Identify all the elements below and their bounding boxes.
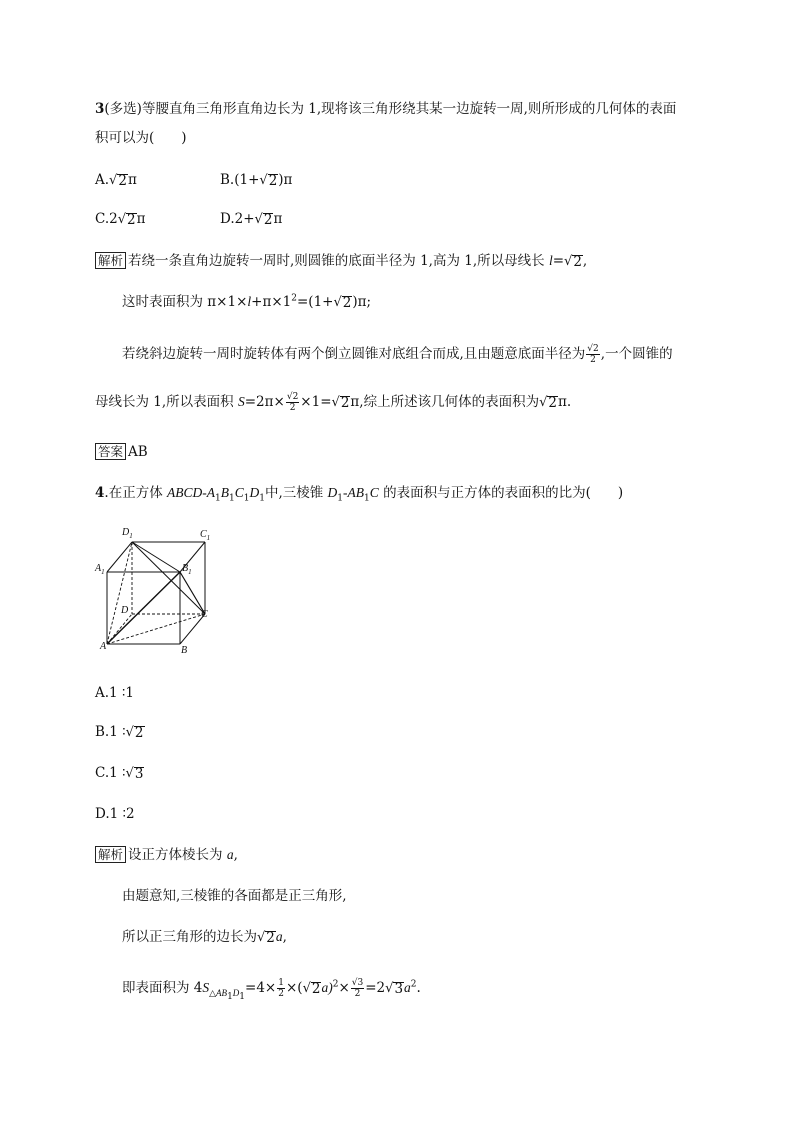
radicand: 2 xyxy=(311,981,321,997)
sqrt-2 xyxy=(255,213,274,227)
fraction-sqrt2-over-2 xyxy=(286,392,299,413)
vertex-A1: $A_1$ xyxy=(95,563,105,576)
math-var: l xyxy=(548,253,553,268)
math-var: C xyxy=(234,485,244,500)
radical-sign: √ xyxy=(302,981,311,996)
solution-text: 这时表面积为 π×1× xyxy=(122,294,248,310)
radical-sign: √ xyxy=(109,173,118,188)
q3-stem-line1 xyxy=(95,99,676,119)
q3-number: 3 xyxy=(95,101,105,117)
option-label: B.1 ∶ xyxy=(95,724,126,740)
denominator: 2 xyxy=(289,403,296,413)
q4-number: 4 xyxy=(95,485,105,501)
solution-text: =2π× xyxy=(244,394,285,410)
math-var: -AB xyxy=(343,485,365,500)
vertex-D: D xyxy=(121,605,129,616)
radicand: 2 xyxy=(573,254,582,270)
numerator xyxy=(286,392,299,403)
q4-option-a: A.1 ∶1 xyxy=(95,685,135,701)
subscript: △AB1D1 xyxy=(209,987,246,1002)
radical-sign: √ xyxy=(117,212,127,227)
math-var: S xyxy=(237,394,245,409)
edge-D1B1 xyxy=(132,542,180,572)
numerator xyxy=(586,344,599,355)
solution-text: π. xyxy=(557,394,572,410)
denominator: 2 xyxy=(354,989,361,999)
radical-sign: √ xyxy=(333,295,342,310)
cube-figure xyxy=(92,526,220,656)
q4-option-c xyxy=(95,763,144,783)
q3-option-a xyxy=(95,170,137,190)
sqrt-2 xyxy=(303,982,322,996)
radical-sign: √ xyxy=(125,725,134,740)
vertex-D1: $D_1$ xyxy=(122,527,133,540)
q3-solution-line1 xyxy=(95,251,587,271)
solution-text: 设正方体棱长为 xyxy=(128,847,227,863)
q3-option-d xyxy=(220,209,282,229)
radicand: 2 xyxy=(118,173,127,189)
sqrt-2 xyxy=(332,396,351,410)
radicand: 2 xyxy=(266,930,275,946)
math-var: S xyxy=(202,980,210,995)
radicand: 3 xyxy=(134,766,144,782)
stem-text: 的表面积与正方体的表面积的比为( ) xyxy=(378,485,624,501)
solution-text: ,一个圆锥的 xyxy=(600,346,673,362)
exponent: 2 xyxy=(291,293,297,304)
numerator: 1 xyxy=(278,978,284,988)
math-var: D xyxy=(327,485,338,500)
radicand: 2 xyxy=(263,212,273,228)
solution-text: π,综上所述该几何体的表面积为 xyxy=(350,394,540,410)
solution-text: 母线长为 1,所以表面积 xyxy=(95,394,238,410)
solution-text: 即表面积为 4 xyxy=(122,980,203,996)
option-label: A. xyxy=(95,172,110,188)
fraction-1-over-2 xyxy=(277,978,285,999)
option-suffix: )π xyxy=(278,172,293,188)
math-var: a xyxy=(275,929,283,944)
math-var: C xyxy=(369,485,379,500)
radicand: 2 xyxy=(593,344,599,354)
q3-stem-line2: 积可以为( ) xyxy=(95,130,187,146)
option-suffix: π xyxy=(273,211,283,227)
math-var: D xyxy=(249,485,260,500)
q3-option-c xyxy=(95,209,146,229)
q3-solution-line4 xyxy=(95,392,571,413)
radicand: 2 xyxy=(134,725,144,741)
radicand: 2 xyxy=(340,395,350,411)
radical-sign: √ xyxy=(257,930,266,945)
q3-solution-line3 xyxy=(122,344,673,365)
solution-tag: 解析 xyxy=(95,252,126,269)
radical-sign: √ xyxy=(564,254,573,269)
radicand: 3 xyxy=(394,981,404,997)
option-label: D.2+ xyxy=(220,211,255,227)
solution-text: ×( xyxy=(285,980,303,996)
radical-sign: √ xyxy=(286,392,293,402)
vertex-C1: $C_1$ xyxy=(200,529,211,542)
edge-A1D1 xyxy=(107,542,132,572)
q3-solution-line2 xyxy=(122,292,371,312)
solution-text: 若绕斜边旋转一周时旋转体有两个倒立圆锥对底组合而成,且由题意底面半径为 xyxy=(122,346,586,362)
q3-stem-text1: 等腰直角三角形直角边长为 1,现将该三角形绕其某一边旋转一周,则所形成的几何体的表面 xyxy=(141,101,677,117)
edge-AB1 xyxy=(107,572,180,644)
radical-sign: √ xyxy=(259,173,268,188)
radical-sign: √ xyxy=(254,212,263,227)
q4-stem xyxy=(95,483,623,503)
q3-tag: (多选) xyxy=(104,101,142,117)
option-label: C.2 xyxy=(95,211,118,227)
sqrt-2 xyxy=(118,213,137,227)
vertex-B1: $B_1$ xyxy=(182,563,192,576)
solution-text: =4× xyxy=(245,980,277,996)
solution-text: 若绕一条直角边旋转一周时,则圆锥的底面半径为 1,高为 1,所以母线长 xyxy=(128,253,549,269)
sqrt-2 xyxy=(109,174,128,188)
radicand: 2 xyxy=(342,295,352,311)
math-var: ABCD-A xyxy=(167,485,215,500)
option-suffix: π xyxy=(127,172,137,188)
option-label: C.1 ∶ xyxy=(95,765,126,781)
cube-diagram xyxy=(92,526,220,656)
answer-tag: 答案 xyxy=(95,443,126,460)
subscript: 1 xyxy=(337,493,344,504)
solution-text: × xyxy=(338,980,350,996)
option-label: B.(1+ xyxy=(220,172,260,188)
sqrt-2 xyxy=(539,396,558,410)
radicand: 2 xyxy=(127,212,136,228)
q4-option-d: D.1 ∶2 xyxy=(95,806,135,822)
q4-option-b xyxy=(95,722,145,742)
math-var: l xyxy=(247,294,252,309)
answer-value: AB xyxy=(128,444,148,460)
radicand: 2 xyxy=(268,173,278,189)
fraction-sqrt3-over-2 xyxy=(351,978,364,999)
solution-text: )π; xyxy=(352,294,372,310)
sqrt-2 xyxy=(257,931,276,945)
subscript: 1 xyxy=(259,493,265,504)
vertex-C: C xyxy=(201,609,208,620)
radical-sign: √ xyxy=(331,395,340,410)
solution-text: =2 xyxy=(365,980,386,996)
subscript: 1 xyxy=(215,493,221,504)
radical-sign: √ xyxy=(385,981,394,996)
option-suffix: π xyxy=(136,211,146,227)
radical-sign: √ xyxy=(125,766,134,781)
solution-text: =(1+ xyxy=(296,294,334,310)
q4-solution-line1 xyxy=(95,845,238,865)
radical-sign: √ xyxy=(587,344,594,354)
sqrt-3 xyxy=(126,767,145,781)
solution-text: ×1= xyxy=(300,394,332,410)
radicand: 2 xyxy=(292,392,299,402)
sqrt-2 xyxy=(259,174,278,188)
radical-sign: √ xyxy=(539,395,548,410)
subscript: 1 xyxy=(228,493,235,504)
numerator xyxy=(351,978,364,989)
math-var: B xyxy=(220,485,229,500)
q4-solution-line3 xyxy=(122,927,287,947)
math-var: a xyxy=(404,980,411,995)
radical-sign: √ xyxy=(351,978,358,988)
exponent: 2 xyxy=(332,979,339,990)
math-var: a xyxy=(226,847,234,862)
q3-option-b xyxy=(220,170,292,190)
q4-solution-line4 xyxy=(122,978,421,1002)
solution-text: . xyxy=(416,980,421,996)
sqrt-2 xyxy=(564,255,583,269)
sqrt-2 xyxy=(126,726,145,740)
sqrt-3 xyxy=(385,982,404,996)
stem-text: 中,三棱锥 xyxy=(264,485,328,501)
vertex-B: B xyxy=(181,645,188,656)
sqrt-2 xyxy=(333,296,352,310)
solution-text: = xyxy=(552,253,565,269)
radicand: 2 xyxy=(548,395,557,411)
solution-text: , xyxy=(282,929,287,945)
solution-text: , xyxy=(233,847,238,863)
q3-answer xyxy=(95,442,148,462)
solution-text: +π×1 xyxy=(251,294,292,310)
subscript: 1 xyxy=(364,493,370,504)
exponent: 2 xyxy=(410,979,417,990)
vertex-A: A xyxy=(100,641,107,652)
edge-D1C-solid xyxy=(132,542,205,614)
solution-text: , xyxy=(582,253,588,269)
math-var: a) xyxy=(321,980,333,995)
denominator: 2 xyxy=(590,355,596,365)
stem-text: .在正方体 xyxy=(104,485,167,501)
subscript: 1 xyxy=(243,493,250,504)
solution-tag: 解析 xyxy=(95,846,126,863)
fraction-sqrt2-over-2 xyxy=(586,344,599,365)
solution-text: 所以正三角形的边长为 xyxy=(122,929,257,945)
q4-solution-line2: 由题意知,三棱锥的各面都是正三角形, xyxy=(122,888,347,904)
denominator: 2 xyxy=(278,989,284,999)
radicand: 3 xyxy=(357,978,364,988)
